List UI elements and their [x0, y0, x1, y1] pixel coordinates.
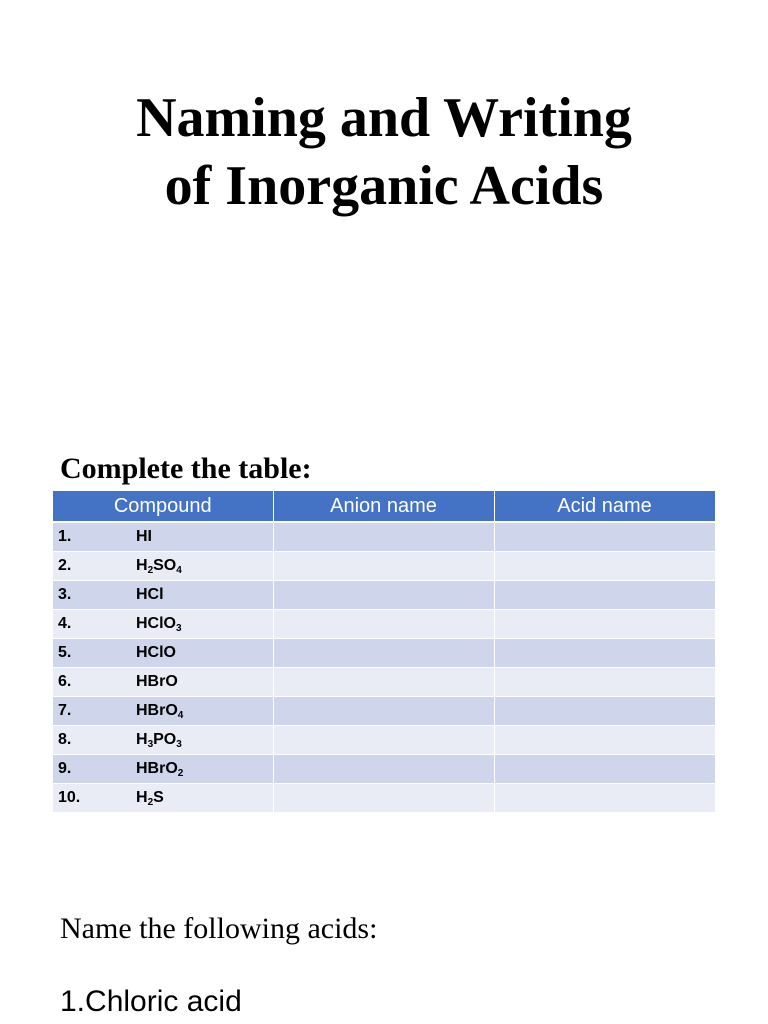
anion-name-cell[interactable]	[273, 610, 494, 639]
chemical-formula	[136, 702, 183, 721]
table-row	[53, 552, 715, 581]
row-number: 6.	[58, 673, 72, 690]
formula-subscript: 2	[147, 797, 154, 808]
row-number: 2.	[58, 557, 72, 574]
anion-name-cell[interactable]	[273, 552, 494, 581]
row-number: 4.	[58, 615, 72, 632]
chemical-formula	[136, 557, 182, 576]
table-row	[53, 522, 715, 552]
anion-name-cell[interactable]	[273, 639, 494, 668]
formula-text: HI	[136, 528, 152, 545]
table-row	[53, 784, 715, 813]
formula-subscript: 2	[177, 768, 184, 779]
acid-name-cell[interactable]	[494, 639, 715, 668]
acid-name-cell[interactable]	[494, 522, 715, 552]
compound-cell	[53, 784, 273, 813]
formula-text: PO	[153, 731, 177, 748]
chemical-formula	[136, 615, 182, 634]
row-number: 1.	[58, 528, 72, 545]
chemical-formula	[136, 789, 164, 808]
table-row	[53, 581, 715, 610]
formula-text: HBrO	[136, 702, 178, 719]
page-title	[0, 84, 768, 220]
acid-name-cell[interactable]	[494, 726, 715, 755]
acid-name-cell[interactable]	[494, 668, 715, 697]
table-row	[53, 668, 715, 697]
acid-name-cell[interactable]	[494, 697, 715, 726]
table-row	[53, 755, 715, 784]
anion-name-cell[interactable]	[273, 522, 494, 552]
table-header-row	[53, 491, 715, 522]
compound-cell	[53, 610, 273, 639]
title-line-2: of Inorganic Acids	[164, 155, 604, 217]
table-body	[53, 522, 715, 813]
table-row	[53, 697, 715, 726]
compound-cell	[53, 755, 273, 784]
row-number: 5.	[58, 644, 72, 661]
header-acid-name: Acid name	[494, 491, 715, 522]
row-number: 3.	[58, 586, 72, 603]
formula-text: HBrO	[136, 673, 178, 690]
anion-name-cell[interactable]	[273, 726, 494, 755]
name-acids-heading: Name the following acids:	[60, 912, 378, 945]
formula-text: H	[136, 731, 148, 748]
acid-name-cell[interactable]	[494, 784, 715, 813]
formula-text: HClO	[136, 615, 176, 632]
anion-name-cell[interactable]	[273, 755, 494, 784]
anion-name-cell[interactable]	[273, 784, 494, 813]
table-row	[53, 610, 715, 639]
formula-text: HCl	[136, 586, 164, 603]
formula-text: H	[136, 789, 148, 806]
acid-name-cell[interactable]	[494, 755, 715, 784]
acid-table	[53, 491, 716, 813]
title-line-1: Naming and Writing	[136, 87, 632, 149]
compound-cell	[53, 522, 273, 552]
formula-subscript: 3	[176, 739, 182, 750]
anion-name-cell[interactable]	[273, 668, 494, 697]
row-number: 9.	[58, 760, 72, 777]
acid-name-cell[interactable]	[494, 610, 715, 639]
formula-subscript: 4	[177, 710, 184, 721]
formula-text: HClO	[136, 644, 176, 661]
header-compound: Compound	[53, 491, 273, 522]
compound-cell	[53, 639, 273, 668]
formula-subscript: 3	[147, 739, 154, 750]
formula-subscript: 4	[176, 565, 182, 576]
chemical-formula	[136, 731, 182, 750]
acid-name-cell[interactable]	[494, 552, 715, 581]
table-row	[53, 726, 715, 755]
table-heading: Complete the table:	[60, 452, 312, 485]
compound-cell	[53, 668, 273, 697]
formula-subscript: 3	[176, 623, 182, 634]
table-row	[53, 639, 715, 668]
formula-text: HBrO	[136, 760, 178, 777]
compound-cell	[53, 552, 273, 581]
question-number: 1.	[60, 985, 86, 1018]
formula-text: S	[153, 789, 164, 806]
chemical-formula	[136, 528, 152, 546]
row-number: 8.	[58, 731, 72, 748]
header-anion-name: Anion name	[273, 491, 494, 522]
anion-name-cell[interactable]	[273, 581, 494, 610]
row-number: 10.	[58, 789, 81, 806]
chemical-formula	[136, 586, 164, 604]
anion-name-cell[interactable]	[273, 697, 494, 726]
compound-cell	[53, 697, 273, 726]
row-number: 7.	[58, 702, 72, 719]
chemical-formula	[136, 673, 178, 691]
formula-subscript: 2	[147, 565, 154, 576]
chemical-formula	[136, 644, 176, 662]
acid-name-cell[interactable]	[494, 581, 715, 610]
formula-text: SO	[153, 557, 177, 574]
chemical-formula	[136, 760, 183, 779]
question-text: Chloric acid	[85, 985, 242, 1018]
compound-cell	[53, 581, 273, 610]
question-item	[60, 985, 242, 1019]
formula-text: H	[136, 557, 148, 574]
compound-cell	[53, 726, 273, 755]
